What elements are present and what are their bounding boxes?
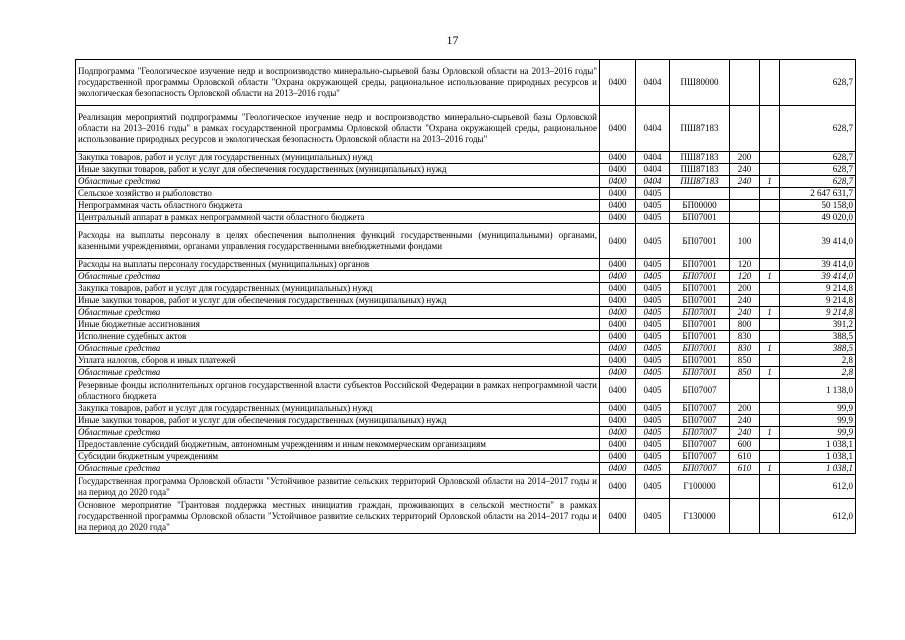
table-row bbox=[76, 164, 856, 176]
subsection-code: 0404 bbox=[636, 106, 670, 152]
expense-type-code: 120 bbox=[730, 259, 760, 271]
funding-source-code bbox=[760, 439, 780, 451]
section-code: 0400 bbox=[600, 499, 636, 534]
table-row bbox=[76, 295, 856, 307]
funding-source-code: 1 bbox=[760, 271, 780, 283]
section-code: 0400 bbox=[600, 295, 636, 307]
table-row bbox=[76, 367, 856, 379]
row-name: Подпрограмма "Геологическое изучение недр и воспроизводство минерально-сырьевой базы Орловской области на 2013–2016 годы" государственной программы Орловской области "Охрана окружающей среды, рациональное использование природных ресурсов и экологическая безопасность Орловской области на 2013–2016 годы" bbox=[76, 60, 600, 106]
row-name: Областные средства bbox=[76, 271, 600, 283]
subsection-code: 0405 bbox=[636, 307, 670, 319]
target-article-code: БП07001 bbox=[670, 331, 730, 343]
section-code: 0400 bbox=[600, 200, 636, 212]
target-article-code: БП07001 bbox=[670, 307, 730, 319]
funding-source-code: 1 bbox=[760, 176, 780, 188]
section-code: 0400 bbox=[600, 176, 636, 188]
subsection-code: 0404 bbox=[636, 164, 670, 176]
target-article-code: БП07001 bbox=[670, 367, 730, 379]
section-code: 0400 bbox=[600, 212, 636, 224]
section-code: 0400 bbox=[600, 164, 636, 176]
row-name: Сельское хозяйство и рыболовство bbox=[76, 188, 600, 200]
table-row bbox=[76, 188, 856, 200]
funding-source-code bbox=[760, 451, 780, 463]
subsection-code: 0405 bbox=[636, 379, 670, 403]
funding-source-code: 1 bbox=[760, 463, 780, 475]
amount: 50 158,0 bbox=[780, 200, 856, 212]
funding-source-code: 1 bbox=[760, 343, 780, 355]
subsection-code: 0405 bbox=[636, 475, 670, 499]
row-name: Закупка товаров, работ и услуг для государственных (муниципальных) нужд bbox=[76, 403, 600, 415]
row-name: Иные закупки товаров, работ и услуг для обеспечения государственных (муниципальных) нужд bbox=[76, 415, 600, 427]
row-name: Субсидии бюджетным учреждениям bbox=[76, 451, 600, 463]
subsection-code: 0405 bbox=[636, 439, 670, 451]
expense-type-code: 240 bbox=[730, 415, 760, 427]
table-row bbox=[76, 283, 856, 295]
amount: 99,9 bbox=[780, 427, 856, 439]
funding-source-code bbox=[760, 283, 780, 295]
funding-source-code bbox=[760, 331, 780, 343]
row-name: Иные закупки товаров, работ и услуг для обеспечения государственных (муниципальных) нужд bbox=[76, 295, 600, 307]
subsection-code: 0404 bbox=[636, 60, 670, 106]
expense-type-code bbox=[730, 475, 760, 499]
section-code: 0400 bbox=[600, 343, 636, 355]
table-row bbox=[76, 200, 856, 212]
expense-type-code: 100 bbox=[730, 224, 760, 259]
amount: 39 414,0 bbox=[780, 259, 856, 271]
expense-type-code bbox=[730, 188, 760, 200]
amount: 99,9 bbox=[780, 403, 856, 415]
expense-type-code: 830 bbox=[730, 331, 760, 343]
section-code: 0400 bbox=[600, 319, 636, 331]
section-code: 0400 bbox=[600, 439, 636, 451]
expense-type-code: 240 bbox=[730, 307, 760, 319]
subsection-code: 0405 bbox=[636, 188, 670, 200]
target-article-code: БП07001 bbox=[670, 259, 730, 271]
target-article-code: БП07001 bbox=[670, 295, 730, 307]
expense-type-code: 850 bbox=[730, 355, 760, 367]
expense-type-code: 240 bbox=[730, 295, 760, 307]
amount: 1 038,1 bbox=[780, 463, 856, 475]
expense-type-code: 800 bbox=[730, 319, 760, 331]
amount: 612,0 bbox=[780, 499, 856, 534]
row-name: Областные средства bbox=[76, 343, 600, 355]
row-name: Уплата налогов, сборов и иных платежей bbox=[76, 355, 600, 367]
table-body bbox=[76, 60, 856, 534]
funding-source-code: 1 bbox=[760, 427, 780, 439]
expense-type-code: 200 bbox=[730, 152, 760, 164]
amount: 1 038,1 bbox=[780, 451, 856, 463]
target-article-code: БП07007 bbox=[670, 415, 730, 427]
expense-type-code bbox=[730, 212, 760, 224]
amount: 39 414,0 bbox=[780, 224, 856, 259]
section-code: 0400 bbox=[600, 367, 636, 379]
amount: 2,8 bbox=[780, 367, 856, 379]
amount: 9 214,8 bbox=[780, 283, 856, 295]
row-name: Закупка товаров, работ и услуг для государственных (муниципальных) нужд bbox=[76, 283, 600, 295]
target-article-code: ПШ87183 bbox=[670, 152, 730, 164]
expense-type-code bbox=[730, 60, 760, 106]
expense-type-code: 240 bbox=[730, 164, 760, 176]
table-row bbox=[76, 331, 856, 343]
target-article-code: БП07001 bbox=[670, 283, 730, 295]
target-article-code: ПШ80000 bbox=[670, 60, 730, 106]
amount: 49 020,0 bbox=[780, 212, 856, 224]
row-name: Областные средства bbox=[76, 367, 600, 379]
table-row bbox=[76, 259, 856, 271]
row-name: Закупка товаров, работ и услуг для государственных (муниципальных) нужд bbox=[76, 152, 600, 164]
subsection-code: 0405 bbox=[636, 355, 670, 367]
section-code: 0400 bbox=[600, 379, 636, 403]
row-name: Областные средства bbox=[76, 307, 600, 319]
table-row bbox=[76, 307, 856, 319]
amount: 628,7 bbox=[780, 152, 856, 164]
row-name: Иные закупки товаров, работ и услуг для обеспечения государственных (муниципальных) нужд bbox=[76, 164, 600, 176]
amount: 99,9 bbox=[780, 415, 856, 427]
expense-type-code: 120 bbox=[730, 271, 760, 283]
target-article-code: БП07007 bbox=[670, 403, 730, 415]
amount: 39 414,0 bbox=[780, 271, 856, 283]
expense-type-code: 240 bbox=[730, 427, 760, 439]
target-article-code: БП07007 bbox=[670, 463, 730, 475]
section-code: 0400 bbox=[600, 106, 636, 152]
target-article-code: БП07001 bbox=[670, 355, 730, 367]
subsection-code: 0405 bbox=[636, 343, 670, 355]
target-article-code: БП07007 bbox=[670, 379, 730, 403]
subsection-code: 0405 bbox=[636, 451, 670, 463]
amount: 628,7 bbox=[780, 106, 856, 152]
target-article-code bbox=[670, 188, 730, 200]
table-row bbox=[76, 212, 856, 224]
target-article-code: БП07007 bbox=[670, 427, 730, 439]
expense-type-code bbox=[730, 200, 760, 212]
table-row bbox=[76, 403, 856, 415]
subsection-code: 0405 bbox=[636, 403, 670, 415]
funding-source-code bbox=[760, 319, 780, 331]
amount: 1 138,0 bbox=[780, 379, 856, 403]
funding-source-code bbox=[760, 259, 780, 271]
row-name: Реализация мероприятий подпрограммы "Геологическое изучение недр и воспроизводство минерально-сырьевой базы Орловской области на 2013–2016 годы" в рамках государственной программы Орловской области "Охрана окружающей среды, рациональное использование природных ресурсов и экологическая безопасность Орловской области на 2013–2016 годы" bbox=[76, 106, 600, 152]
target-article-code: ПШ87183 bbox=[670, 176, 730, 188]
section-code: 0400 bbox=[600, 152, 636, 164]
table-row bbox=[76, 415, 856, 427]
row-name: Исполнение судебных актов bbox=[76, 331, 600, 343]
row-name: Предоставление субсидий бюджетным, автономным учреждениям и иным некоммерческим организациям bbox=[76, 439, 600, 451]
funding-source-code bbox=[760, 355, 780, 367]
expense-type-code bbox=[730, 106, 760, 152]
table-row bbox=[76, 152, 856, 164]
section-code: 0400 bbox=[600, 188, 636, 200]
amount: 388,5 bbox=[780, 343, 856, 355]
amount: 388,5 bbox=[780, 331, 856, 343]
expense-type-code: 850 bbox=[730, 367, 760, 379]
expense-type-code: 600 bbox=[730, 439, 760, 451]
target-article-code: БП07001 bbox=[670, 271, 730, 283]
subsection-code: 0405 bbox=[636, 415, 670, 427]
table-row bbox=[76, 106, 856, 152]
subsection-code: 0405 bbox=[636, 295, 670, 307]
section-code: 0400 bbox=[600, 307, 636, 319]
subsection-code: 0405 bbox=[636, 283, 670, 295]
table-row bbox=[76, 60, 856, 106]
target-article-code: БП00000 bbox=[670, 200, 730, 212]
funding-source-code bbox=[760, 152, 780, 164]
amount: 628,7 bbox=[780, 176, 856, 188]
subsection-code: 0405 bbox=[636, 499, 670, 534]
row-name: Областные средства bbox=[76, 176, 600, 188]
row-name: Резервные фонды исполнительных органов государственной власти субъектов Российской Федерации в рамках непрограммной части областного бюджета bbox=[76, 379, 600, 403]
table-row bbox=[76, 451, 856, 463]
section-code: 0400 bbox=[600, 427, 636, 439]
section-code: 0400 bbox=[600, 271, 636, 283]
funding-source-code: 1 bbox=[760, 307, 780, 319]
table-row bbox=[76, 439, 856, 451]
section-code: 0400 bbox=[600, 463, 636, 475]
expense-type-code: 240 bbox=[730, 176, 760, 188]
subsection-code: 0405 bbox=[636, 331, 670, 343]
target-article-code: БП07007 bbox=[670, 451, 730, 463]
expense-type-code: 830 bbox=[730, 343, 760, 355]
subsection-code: 0405 bbox=[636, 200, 670, 212]
funding-source-code bbox=[760, 475, 780, 499]
target-article-code: БП07007 bbox=[670, 439, 730, 451]
row-name: Государственная программа Орловской области "Устойчивое развитие сельских территорий Орловской области на 2014–2017 годы и на период до 2020 года" bbox=[76, 475, 600, 499]
amount: 628,7 bbox=[780, 164, 856, 176]
section-code: 0400 bbox=[600, 355, 636, 367]
section-code: 0400 bbox=[600, 475, 636, 499]
table-row bbox=[76, 355, 856, 367]
subsection-code: 0405 bbox=[636, 427, 670, 439]
page-number: 17 bbox=[446, 33, 459, 47]
row-name: Областные средства bbox=[76, 427, 600, 439]
row-name: Областные средства bbox=[76, 463, 600, 475]
funding-source-code bbox=[760, 403, 780, 415]
subsection-code: 0405 bbox=[636, 319, 670, 331]
amount: 628,7 bbox=[780, 60, 856, 106]
expense-type-code: 610 bbox=[730, 463, 760, 475]
section-code: 0400 bbox=[600, 224, 636, 259]
table-row bbox=[76, 463, 856, 475]
funding-source-code bbox=[760, 379, 780, 403]
funding-source-code bbox=[760, 164, 780, 176]
funding-source-code bbox=[760, 188, 780, 200]
section-code: 0400 bbox=[600, 415, 636, 427]
amount: 391,2 bbox=[780, 319, 856, 331]
amount: 9 214,8 bbox=[780, 295, 856, 307]
table-row bbox=[76, 475, 856, 499]
row-name: Основное мероприятие "Грантовая поддержка местных инициатив граждан, проживающих в сельской местности" в рамках государственной программы Орловской области "Устойчивое развитие сельских территорий Орловской области на 2014–2017 годы и на период до 2020 года" bbox=[76, 499, 600, 534]
funding-source-code bbox=[760, 106, 780, 152]
target-article-code: БП07001 bbox=[670, 319, 730, 331]
row-name: Расходы на выплаты персоналу государственных (муниципальных) органов bbox=[76, 259, 600, 271]
table-row bbox=[76, 379, 856, 403]
funding-source-code bbox=[760, 212, 780, 224]
target-article-code: Г100000 bbox=[670, 475, 730, 499]
section-code: 0400 bbox=[600, 60, 636, 106]
section-code: 0400 bbox=[600, 283, 636, 295]
funding-source-code bbox=[760, 499, 780, 534]
funding-source-code bbox=[760, 295, 780, 307]
subsection-code: 0405 bbox=[636, 212, 670, 224]
row-name: Иные бюджетные ассигнования bbox=[76, 319, 600, 331]
section-code: 0400 bbox=[600, 331, 636, 343]
row-name: Непрограммная часть областного бюджета bbox=[76, 200, 600, 212]
amount: 2 647 631,7 bbox=[780, 188, 856, 200]
table-row bbox=[76, 224, 856, 259]
target-article-code: ПШ87183 bbox=[670, 106, 730, 152]
expense-type-code: 200 bbox=[730, 403, 760, 415]
table-row bbox=[76, 319, 856, 331]
expense-type-code bbox=[730, 379, 760, 403]
funding-source-code bbox=[760, 60, 780, 106]
target-article-code: Г130000 bbox=[670, 499, 730, 534]
subsection-code: 0404 bbox=[636, 176, 670, 188]
row-name: Центральный аппарат в рамках непрограммной части областного бюджета bbox=[76, 212, 600, 224]
amount: 9 214,8 bbox=[780, 307, 856, 319]
target-article-code: БП07001 bbox=[670, 343, 730, 355]
target-article-code: БП07001 bbox=[670, 224, 730, 259]
amount: 612,0 bbox=[780, 475, 856, 499]
table-row bbox=[76, 427, 856, 439]
section-code: 0400 bbox=[600, 259, 636, 271]
expense-type-code bbox=[730, 499, 760, 534]
funding-source-code: 1 bbox=[760, 367, 780, 379]
funding-source-code bbox=[760, 200, 780, 212]
subsection-code: 0405 bbox=[636, 463, 670, 475]
funding-source-code bbox=[760, 224, 780, 259]
subsection-code: 0405 bbox=[636, 224, 670, 259]
subsection-code: 0405 bbox=[636, 259, 670, 271]
table-row bbox=[76, 343, 856, 355]
amount: 2,8 bbox=[780, 355, 856, 367]
table-row bbox=[76, 499, 856, 534]
expense-type-code: 610 bbox=[730, 451, 760, 463]
target-article-code: ПШ87183 bbox=[670, 164, 730, 176]
funding-source-code bbox=[760, 415, 780, 427]
section-code: 0400 bbox=[600, 451, 636, 463]
section-code: 0400 bbox=[600, 403, 636, 415]
subsection-code: 0405 bbox=[636, 271, 670, 283]
subsection-code: 0405 bbox=[636, 367, 670, 379]
expense-type-code: 200 bbox=[730, 283, 760, 295]
table-row bbox=[76, 271, 856, 283]
subsection-code: 0404 bbox=[636, 152, 670, 164]
table-row bbox=[76, 176, 856, 188]
row-name: Расходы на выплаты персоналу в целях обеспечения выполнения функций государственными (муниципальными) органами, казенными учреждениями, органами управления государственными внебюджетными фондами bbox=[76, 224, 600, 259]
amount: 1 038,1 bbox=[780, 439, 856, 451]
budget-table bbox=[75, 59, 856, 534]
target-article-code: БП07001 bbox=[670, 212, 730, 224]
